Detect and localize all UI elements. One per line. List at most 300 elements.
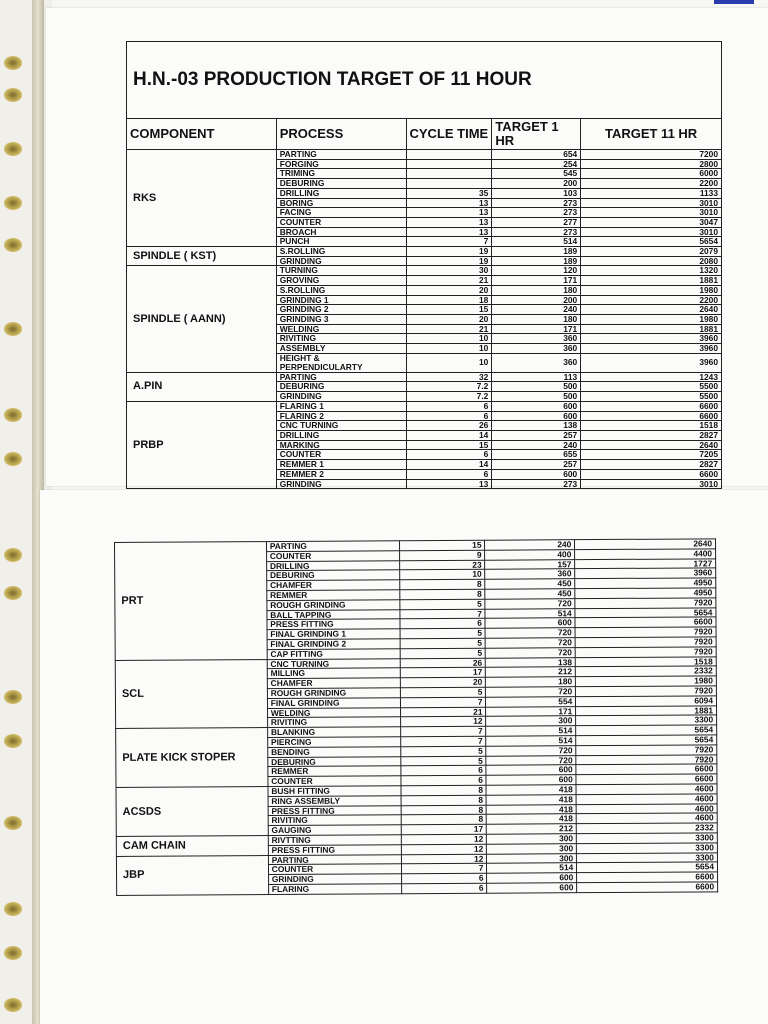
cycle-time-cell: 23 bbox=[399, 560, 485, 570]
process-cell: GRINDING bbox=[276, 479, 406, 489]
target-1hr-cell: 171 bbox=[486, 706, 576, 716]
target-1hr-cell: 300 bbox=[487, 834, 577, 844]
target-1hr-cell: 418 bbox=[487, 794, 577, 804]
process-cell: FACING bbox=[276, 208, 406, 218]
target-11hr-cell: 3010 bbox=[581, 479, 722, 489]
target-11hr-cell: 1133 bbox=[581, 188, 722, 198]
process-cell: BENDING bbox=[268, 746, 401, 757]
target-11hr-cell: 2200 bbox=[581, 295, 722, 305]
cycle-time-cell: 19 bbox=[406, 247, 492, 257]
component-cell: PRT bbox=[115, 542, 267, 660]
target-11hr-cell: 3010 bbox=[581, 227, 722, 237]
target-11hr-cell: 2332 bbox=[576, 666, 717, 677]
cycle-time-cell: 7.2 bbox=[406, 392, 492, 402]
target-1hr-cell: 545 bbox=[492, 169, 581, 179]
process-cell: ROUGH GRINDING bbox=[267, 600, 400, 611]
target-11hr-cell: 5654 bbox=[575, 607, 716, 618]
cycle-time-cell: 8 bbox=[401, 795, 487, 805]
process-cell: DEBURING bbox=[276, 179, 406, 189]
target-1hr-cell: 300 bbox=[487, 843, 577, 853]
process-cell: COUNTER bbox=[268, 776, 401, 787]
cycle-time-cell: 7 bbox=[401, 864, 487, 874]
target-1hr-cell: 189 bbox=[492, 256, 581, 266]
target-11hr-cell: 1243 bbox=[581, 372, 722, 382]
target-11hr-cell: 6600 bbox=[581, 401, 722, 411]
cycle-time-cell: 21 bbox=[406, 324, 492, 334]
target-1hr-cell: 514 bbox=[485, 608, 575, 618]
punch-hole bbox=[4, 88, 22, 102]
target-11hr-cell: 5654 bbox=[581, 237, 722, 247]
target-1hr-cell: 655 bbox=[492, 450, 581, 460]
process-cell: GRINDING bbox=[268, 874, 401, 885]
target-11hr-cell: 2827 bbox=[581, 460, 722, 470]
component-cell: A.PIN bbox=[127, 372, 277, 401]
target-1hr-cell: 500 bbox=[492, 382, 581, 392]
cycle-time-cell: 35 bbox=[406, 188, 492, 198]
process-cell: TURNING bbox=[276, 266, 406, 276]
process-cell: CNC TURNING bbox=[276, 421, 406, 431]
punch-hole bbox=[4, 238, 22, 252]
process-cell: PARTING bbox=[266, 541, 399, 552]
target-11hr-cell: 6600 bbox=[581, 469, 722, 479]
target-1hr-cell: 600 bbox=[485, 618, 575, 628]
cycle-time-cell: 7.2 bbox=[406, 382, 492, 392]
punch-hole bbox=[4, 196, 22, 210]
cycle-time-cell: 30 bbox=[406, 266, 492, 276]
target-1hr-cell: 600 bbox=[487, 873, 577, 883]
cycle-time-cell: 15 bbox=[406, 440, 492, 450]
cycle-time-cell: 12 bbox=[400, 717, 486, 727]
target-11hr-cell: 3960 bbox=[575, 568, 716, 579]
process-cell: RIVTTING bbox=[268, 835, 401, 846]
target-1hr-cell: 514 bbox=[486, 726, 576, 736]
target-1hr-cell: 300 bbox=[487, 853, 577, 863]
cycle-time-cell: 20 bbox=[406, 314, 492, 324]
target-11hr-cell: 4600 bbox=[576, 813, 717, 824]
target-11hr-cell: 6600 bbox=[577, 872, 718, 883]
target-1hr-cell: 171 bbox=[492, 324, 581, 334]
target-1hr-cell: 514 bbox=[492, 237, 581, 247]
cycle-time-cell: 10 bbox=[406, 334, 492, 344]
punch-hole bbox=[4, 56, 22, 70]
target-1hr-cell: 113 bbox=[492, 372, 581, 382]
target-1hr-cell: 138 bbox=[492, 421, 581, 431]
target-11hr-cell: 4400 bbox=[575, 549, 716, 560]
cycle-time-cell: 8 bbox=[401, 805, 487, 815]
target-1hr-cell: 212 bbox=[486, 667, 576, 677]
process-cell: GRINDING 3 bbox=[276, 314, 406, 324]
process-cell: FLARING 1 bbox=[276, 401, 406, 411]
cycle-time-cell: 7 bbox=[400, 697, 486, 707]
target-1hr-cell: 180 bbox=[492, 314, 581, 324]
target-11hr-cell: 4950 bbox=[575, 588, 716, 599]
cycle-time-cell: 21 bbox=[406, 276, 492, 286]
process-cell: PUNCH bbox=[276, 237, 406, 247]
punch-hole bbox=[4, 142, 22, 156]
cycle-time-cell: 32 bbox=[406, 372, 492, 382]
target-11hr-cell: 1881 bbox=[581, 276, 722, 286]
target-11hr-cell: 7920 bbox=[576, 745, 717, 756]
process-cell: REMMER bbox=[267, 590, 400, 601]
target-1hr-cell: 500 bbox=[492, 392, 581, 402]
process-cell: REMMER bbox=[268, 766, 401, 777]
process-cell: S.ROLLING bbox=[276, 285, 406, 295]
target-11hr-cell: 6600 bbox=[576, 764, 717, 775]
cycle-time-cell: 8 bbox=[401, 815, 487, 825]
target-11hr-cell: 6094 bbox=[576, 696, 717, 707]
target-1hr-cell: 273 bbox=[492, 198, 581, 208]
component-cell: SPINDLE ( AANN) bbox=[127, 266, 277, 372]
table-row bbox=[127, 150, 722, 160]
process-cell: FINAL GRINDING 2 bbox=[267, 639, 400, 650]
process-cell: DRILLING bbox=[276, 430, 406, 440]
cycle-time-cell: 17 bbox=[401, 824, 487, 834]
punch-hole bbox=[4, 586, 22, 600]
process-cell: PIERCING bbox=[267, 737, 400, 748]
cycle-time-cell: 13 bbox=[406, 227, 492, 237]
target-1hr-cell: 157 bbox=[485, 559, 575, 569]
target-11hr-cell: 6600 bbox=[577, 882, 718, 893]
target-11hr-cell: 6600 bbox=[581, 411, 722, 421]
cycle-time-cell: 8 bbox=[399, 589, 485, 599]
target-11hr-cell: 4950 bbox=[575, 578, 716, 589]
target-1hr-cell: 257 bbox=[492, 460, 581, 470]
process-cell: FLARING bbox=[268, 884, 401, 895]
target-1hr-cell: 360 bbox=[485, 569, 575, 579]
process-cell: CNC TURNING bbox=[267, 658, 400, 669]
target-11hr-cell: 2080 bbox=[581, 256, 722, 266]
process-cell: DRILLING bbox=[266, 560, 399, 571]
process-cell: COUNTER bbox=[276, 217, 406, 227]
table-body-page-2 bbox=[115, 539, 718, 895]
cycle-time-cell: 6 bbox=[401, 775, 487, 785]
header-target-11hr: TARGET 11 HR bbox=[581, 119, 722, 150]
target-11hr-cell: 1518 bbox=[575, 656, 716, 667]
target-11hr-cell: 2079 bbox=[581, 247, 722, 257]
component-cell: SPINDLE ( KST) bbox=[127, 247, 277, 266]
target-11hr-cell: 1980 bbox=[581, 314, 722, 324]
process-cell: WELDING bbox=[276, 324, 406, 334]
process-cell: GRINDING 1 bbox=[276, 295, 406, 305]
cycle-time-cell: 26 bbox=[400, 658, 486, 668]
target-11hr-cell: 3300 bbox=[577, 843, 718, 854]
cycle-time-cell: 8 bbox=[399, 579, 485, 589]
target-11hr-cell: 1518 bbox=[581, 421, 722, 431]
target-1hr-cell: 240 bbox=[485, 540, 575, 550]
target-11hr-cell: 1320 bbox=[581, 266, 722, 276]
target-1hr-cell: 720 bbox=[486, 647, 576, 657]
cycle-time-cell: 7 bbox=[400, 736, 486, 746]
production-table-page-2 bbox=[114, 538, 718, 895]
target-11hr-cell: 6600 bbox=[575, 617, 716, 628]
target-1hr-cell: 277 bbox=[492, 217, 581, 227]
punch-hole bbox=[4, 902, 22, 916]
cycle-time-cell: 6 bbox=[401, 766, 487, 776]
process-cell: FINAL GRINDING 1 bbox=[267, 629, 400, 640]
punch-hole bbox=[4, 452, 22, 466]
target-11hr-cell: 7920 bbox=[575, 598, 716, 609]
target-11hr-cell: 4600 bbox=[576, 803, 717, 814]
target-1hr-cell: 254 bbox=[492, 159, 581, 169]
target-1hr-cell: 450 bbox=[485, 589, 575, 599]
target-1hr-cell: 720 bbox=[486, 638, 576, 648]
target-1hr-cell: 300 bbox=[486, 716, 576, 726]
cycle-time-cell: 5 bbox=[400, 648, 486, 658]
target-1hr-cell: 360 bbox=[492, 334, 581, 344]
table-row bbox=[127, 266, 722, 276]
process-cell: COUNTER bbox=[266, 551, 399, 562]
table-row bbox=[127, 372, 722, 382]
process-cell: WELDING bbox=[267, 707, 400, 718]
target-11hr-cell: 3960 bbox=[581, 353, 722, 372]
target-1hr-cell: 120 bbox=[492, 266, 581, 276]
cycle-time-cell: 26 bbox=[406, 421, 492, 431]
process-cell: GRINDING 2 bbox=[276, 305, 406, 315]
target-1hr-cell: 360 bbox=[492, 344, 581, 354]
cycle-time-cell: 12 bbox=[401, 854, 487, 864]
cycle-time-cell: 12 bbox=[401, 844, 487, 854]
target-11hr-cell: 1980 bbox=[581, 285, 722, 295]
cycle-time-cell: 20 bbox=[406, 285, 492, 295]
component-cell: RKS bbox=[127, 150, 277, 247]
cycle-time-cell: 10 bbox=[406, 344, 492, 354]
header-component: COMPONENT bbox=[127, 119, 277, 150]
target-1hr-cell: 240 bbox=[492, 305, 581, 315]
target-11hr-cell: 5500 bbox=[581, 392, 722, 402]
cycle-time-cell: 6 bbox=[400, 619, 486, 629]
cycle-time-cell: 14 bbox=[406, 460, 492, 470]
header-target-1hr: TARGET 1 HR bbox=[492, 119, 581, 150]
cycle-time-cell: 19 bbox=[406, 256, 492, 266]
target-11hr-cell: 1980 bbox=[576, 676, 717, 687]
target-11hr-cell: 3960 bbox=[581, 334, 722, 344]
target-1hr-cell: 418 bbox=[487, 804, 577, 814]
process-cell: DEBURING bbox=[268, 756, 401, 767]
cycle-time-cell: 13 bbox=[406, 479, 492, 489]
target-1hr-cell: 180 bbox=[486, 677, 576, 687]
cycle-time-cell: 5 bbox=[400, 746, 486, 756]
target-1hr-cell: 600 bbox=[492, 469, 581, 479]
process-cell: HEIGHT & PERPENDICULARTY bbox=[276, 353, 406, 372]
cycle-time-cell bbox=[406, 159, 492, 169]
punch-hole bbox=[4, 946, 22, 960]
target-1hr-cell: 600 bbox=[492, 401, 581, 411]
punch-hole bbox=[4, 690, 22, 704]
target-11hr-cell: 2200 bbox=[581, 179, 722, 189]
target-11hr-cell: 1881 bbox=[581, 324, 722, 334]
process-cell: GRINDING bbox=[276, 392, 406, 402]
process-cell: CHAMFER bbox=[267, 678, 400, 689]
process-cell: PRESS FITTING bbox=[268, 805, 401, 816]
process-cell: BUSH FITTING bbox=[268, 786, 401, 797]
target-11hr-cell: 2800 bbox=[581, 159, 722, 169]
cycle-time-cell bbox=[406, 150, 492, 160]
cycle-time-cell: 5 bbox=[399, 599, 485, 609]
target-11hr-cell: 7205 bbox=[581, 450, 722, 460]
cycle-time-cell: 12 bbox=[401, 834, 487, 844]
component-cell: SCL bbox=[115, 659, 267, 729]
process-cell: DEBURING bbox=[266, 570, 399, 581]
process-cell: RIVITING bbox=[267, 717, 400, 728]
process-cell: FLARING 2 bbox=[276, 411, 406, 421]
target-1hr-cell: 273 bbox=[492, 227, 581, 237]
process-cell: TRIMING bbox=[276, 169, 406, 179]
target-1hr-cell: 720 bbox=[486, 745, 576, 755]
target-1hr-cell: 400 bbox=[485, 549, 575, 559]
target-11hr-cell: 7920 bbox=[576, 686, 717, 697]
target-1hr-cell: 240 bbox=[492, 440, 581, 450]
cycle-time-cell: 5 bbox=[400, 687, 486, 697]
target-1hr-cell: 514 bbox=[486, 736, 576, 746]
target-11hr-cell: 7920 bbox=[575, 627, 716, 638]
cycle-time-cell: 6 bbox=[406, 450, 492, 460]
header-cycle-time: CYCLE TIME bbox=[406, 119, 492, 150]
target-11hr-cell: 7920 bbox=[576, 754, 717, 765]
table-row bbox=[127, 247, 722, 257]
target-11hr-cell: 4600 bbox=[576, 784, 717, 795]
punch-hole bbox=[4, 816, 22, 830]
target-1hr-cell: 138 bbox=[486, 657, 576, 667]
target-11hr-cell: 3010 bbox=[581, 208, 722, 218]
target-1hr-cell: 180 bbox=[492, 285, 581, 295]
target-1hr-cell: 720 bbox=[485, 598, 575, 608]
target-1hr-cell: 273 bbox=[492, 208, 581, 218]
target-1hr-cell: 189 bbox=[492, 247, 581, 257]
target-1hr-cell: 600 bbox=[486, 765, 576, 775]
process-cell: DEBURING bbox=[276, 382, 406, 392]
target-1hr-cell: 720 bbox=[485, 628, 575, 638]
cycle-time-cell: 15 bbox=[399, 540, 485, 550]
process-cell: GRINDING bbox=[276, 256, 406, 266]
target-1hr-cell: 257 bbox=[492, 430, 581, 440]
process-cell: CHAMFER bbox=[267, 580, 400, 591]
process-cell: PARTING bbox=[276, 150, 406, 160]
process-cell: BORING bbox=[276, 198, 406, 208]
target-11hr-cell: 2332 bbox=[576, 823, 717, 834]
target-1hr-cell: 360 bbox=[492, 353, 581, 372]
process-cell: GROVING bbox=[276, 276, 406, 286]
target-1hr-cell: 212 bbox=[487, 824, 577, 834]
process-cell: GAUGING bbox=[268, 825, 401, 836]
process-cell: BALL TAPPING bbox=[267, 609, 400, 620]
target-1hr-cell: 450 bbox=[485, 579, 575, 589]
process-cell: S.ROLLING bbox=[276, 247, 406, 257]
cycle-time-cell: 5 bbox=[400, 638, 486, 648]
punch-hole bbox=[4, 548, 22, 562]
target-1hr-cell: 514 bbox=[487, 863, 577, 873]
target-11hr-cell: 3960 bbox=[581, 344, 722, 354]
cycle-time-cell: 21 bbox=[400, 707, 486, 717]
process-cell: COUNTER bbox=[268, 864, 401, 875]
corner-mark bbox=[714, 0, 754, 4]
cycle-time-cell: 13 bbox=[406, 217, 492, 227]
target-11hr-cell: 1727 bbox=[575, 558, 716, 569]
process-cell: DRILLING bbox=[276, 188, 406, 198]
target-1hr-cell: 200 bbox=[492, 179, 581, 189]
cycle-time-cell: 13 bbox=[406, 208, 492, 218]
target-11hr-cell: 2640 bbox=[581, 440, 722, 450]
target-11hr-cell: 6600 bbox=[576, 774, 717, 785]
cycle-time-cell: 20 bbox=[400, 677, 486, 687]
process-cell: PARTING bbox=[276, 372, 406, 382]
target-11hr-cell: 3300 bbox=[577, 852, 718, 863]
target-11hr-cell: 2640 bbox=[575, 539, 716, 550]
target-11hr-cell: 5654 bbox=[577, 862, 718, 873]
target-1hr-cell: 600 bbox=[486, 775, 576, 785]
target-1hr-cell: 600 bbox=[487, 883, 577, 893]
target-11hr-cell: 5500 bbox=[581, 382, 722, 392]
page-title: H.N.-03 PRODUCTION TARGET OF 11 HOUR bbox=[127, 42, 722, 119]
process-cell: CAP FITTING bbox=[267, 649, 400, 660]
target-1hr-cell: 654 bbox=[492, 150, 581, 160]
process-cell: RING ASSEMBLY bbox=[268, 795, 401, 806]
target-11hr-cell: 2827 bbox=[581, 430, 722, 440]
target-1hr-cell: 200 bbox=[492, 295, 581, 305]
component-cell: PRBP bbox=[127, 401, 277, 488]
target-1hr-cell: 103 bbox=[492, 188, 581, 198]
target-1hr-cell: 418 bbox=[486, 785, 576, 795]
cycle-time-cell: 7 bbox=[400, 726, 486, 736]
target-1hr-cell: 720 bbox=[486, 687, 576, 697]
process-cell: PARTING bbox=[268, 854, 401, 865]
process-cell: BROACH bbox=[276, 227, 406, 237]
punch-hole bbox=[4, 322, 22, 336]
cycle-time-cell: 10 bbox=[399, 570, 485, 580]
cycle-time-cell: 14 bbox=[406, 430, 492, 440]
cycle-time-cell: 6 bbox=[406, 401, 492, 411]
process-cell: RIVITING bbox=[276, 334, 406, 344]
cycle-time-cell: 6 bbox=[401, 873, 487, 883]
process-cell: ROUGH GRINDING bbox=[267, 688, 400, 699]
production-table-page-1 bbox=[126, 41, 722, 489]
target-11hr-cell: 6000 bbox=[581, 169, 722, 179]
cycle-time-cell: 7 bbox=[406, 237, 492, 247]
table-row bbox=[127, 401, 722, 411]
component-cell: JBP bbox=[116, 855, 268, 895]
cycle-time-cell: 18 bbox=[406, 295, 492, 305]
process-cell: ASSEMBLY bbox=[276, 344, 406, 354]
process-cell: BLANKING bbox=[267, 727, 400, 738]
target-11hr-cell: 3010 bbox=[581, 198, 722, 208]
cycle-time-cell: 10 bbox=[406, 353, 492, 372]
process-cell: MILLING bbox=[267, 668, 400, 679]
cycle-time-cell bbox=[406, 179, 492, 189]
header-row bbox=[127, 119, 722, 150]
process-cell: RIVITING bbox=[268, 815, 401, 826]
process-cell: REMMER 1 bbox=[276, 460, 406, 470]
cycle-time-cell bbox=[406, 169, 492, 179]
process-cell: REMMER 2 bbox=[276, 469, 406, 479]
target-11hr-cell: 3300 bbox=[576, 715, 717, 726]
cycle-time-cell: 15 bbox=[406, 305, 492, 315]
cycle-time-cell: 5 bbox=[400, 628, 486, 638]
cycle-time-cell: 9 bbox=[399, 550, 485, 560]
cycle-time-cell: 8 bbox=[401, 785, 487, 795]
target-1hr-cell: 720 bbox=[486, 755, 576, 765]
process-cell: MARKING bbox=[276, 440, 406, 450]
component-cell: ACSDS bbox=[116, 786, 268, 836]
cycle-time-cell: 13 bbox=[406, 198, 492, 208]
target-11hr-cell: 4600 bbox=[576, 794, 717, 805]
target-1hr-cell: 171 bbox=[492, 276, 581, 286]
component-cell: CAM CHAIN bbox=[116, 835, 268, 856]
target-1hr-cell: 554 bbox=[486, 696, 576, 706]
process-cell: PRESS FITTING bbox=[267, 619, 400, 630]
process-cell: COUNTER bbox=[276, 450, 406, 460]
target-11hr-cell: 5654 bbox=[576, 735, 717, 746]
punch-hole bbox=[4, 734, 22, 748]
target-11hr-cell: 1881 bbox=[576, 705, 717, 716]
